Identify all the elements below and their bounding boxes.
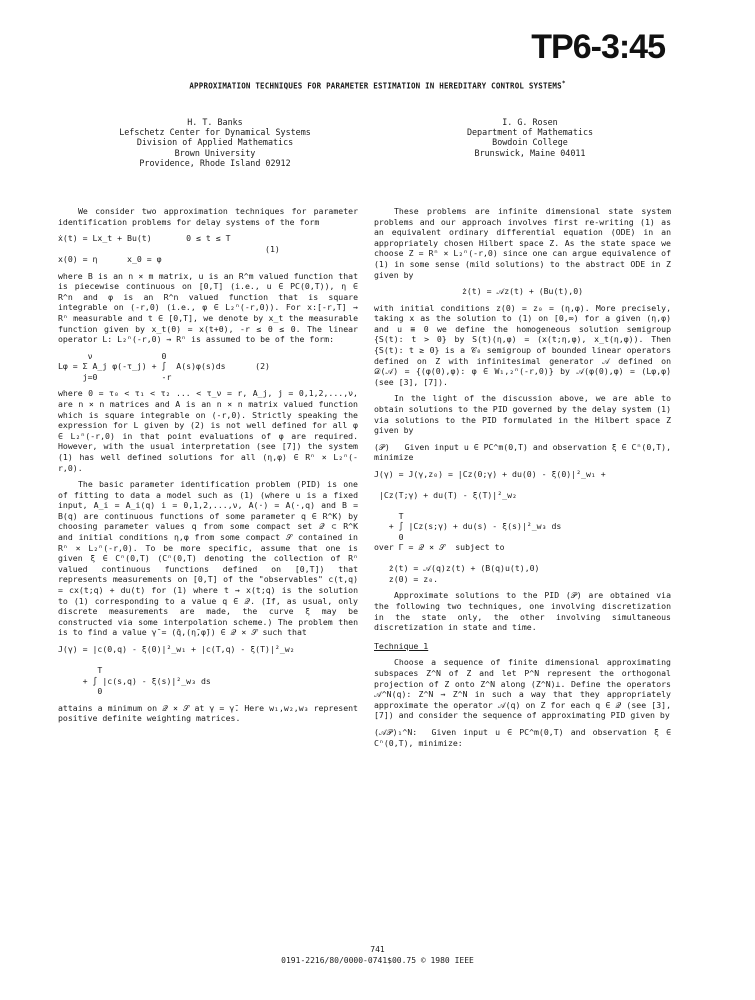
affiliation-line: Brunswick, Maine 04011 [474, 147, 586, 158]
paragraph: attains a minimum on 𝒬 × 𝒮 at γ = γ̄. Here w₁,w₂,w₃ represent positive definite weighting matrices. [58, 702, 358, 724]
page-number: 741 [370, 945, 385, 954]
problem-statement: (𝒫) Given input u ∈ PC^m(0,T) and observation ξ ∈ Cⁿ(0,T), minimize [374, 441, 671, 463]
section-heading: Technique 1 [374, 640, 429, 651]
author-banks [100, 117, 330, 168]
equation-2: ν 0 Lφ = Σ A_j φ(-τ_j) + ∫ A(s)φ(s)ds (2) j=0 -r [58, 350, 270, 382]
paragraph: with initial conditions z(0) = z₀ = (η,φ). More precisely, taking x as the solution to (1) on [0,∞) for a given (η,φ) and u ≡ 0 we define the homogeneous solution semigroup {S(t): t > 0} by S(t)(η,φ) = (x(t;η,φ), x_t(η,φ)). Then {S(t): t ≥ 0} is a 𝒞₀ semigroup of bounded linear operators defined on Z with infinitesimal generator 𝒜 defined on 𝒟(𝒜) = {(φ(0),φ): φ ∈ W₁,₂ⁿ(-r,0)} by 𝒜(φ(0),φ) = (Lφ,φ̇) (see [3], [7]). [374, 302, 671, 387]
affiliation-line: Bowdoin College [492, 137, 568, 148]
equation-abstract-ode: ż(t) = 𝒜z(t) + (Bu(t),0) [461, 286, 584, 297]
paragraph: Approximate solutions to the PID (𝒫) are obtained via the following two techniques, one involving discretization in the state only, the other involving simultaneous discretization in state and time. [374, 590, 671, 633]
copyright-line: 0191-2216/80/0000-0741$00.75 © 1980 IEEE [281, 956, 474, 965]
author-name: I. G. Rosen [502, 117, 558, 127]
author-rosen [400, 117, 660, 158]
paragraph: where B is an n × m matrix, u is an R^m valued function that is piecewise continuous on [0,T] (i.e., u ∈ PC(0,T)), η ∈ R^n and φ is an R^n valued function that is square integrable on (-r,0) (i.e., φ ∈ L₂ⁿ(-r,0)). For x:[-r,T] → Rⁿ measurable and t ∈ [0,T], we denote by x_t the measurable function given by x_t(θ) = x(t+θ), -r ≤ θ ≤ 0. The linear operator L: L₂ⁿ(-r,0) → Rⁿ is assumed to be of the form: [58, 270, 358, 345]
paper-title: APPROXIMATION TECHNIQUES FOR PARAMETER ESTIMATION IN HEREDITARY CONTROL SYSTEMS* [189, 80, 566, 91]
affiliation-line: Lefschetz Center for Dynamical Systems [119, 127, 311, 138]
problem-label: (𝒜𝒫)₁^N: [374, 727, 418, 737]
left-column [58, 206, 358, 724]
paragraph: The basic parameter identification problem (PID) is one of fitting to data a model such as (1) (where u is a fixed input, A_i = A_i(q) i = 0,1,2,...,ν, A(·) = A(·,q) and B = B(q) are continuous functions of some parameter q ∈ R^K) by choosing parameter values q from some compact set 𝒬 ⊂ R^K and initial conditions η,φ from some compact 𝒮 contained in Rⁿ × L₂ⁿ(-r,0). To be more specific, assume that one is given ξ ∈ Cⁿ(0,T) (Cⁿ(0,T) denoting the collection of Rⁿ valued continuous functions defined on [0,T]) that represents measurements on [0,T] of the "observables" c(t,q) = cx(t;q) + du(t) for (1) where t → x(t;q) is the solution to (1) corresponding to a value q ∈ 𝒬. (If, as usual, only discrete measurements are made, the curve ξ may be constructed via some interpolation scheme.) The problem then is to find a value γ̄ = (q̄,(η̄,φ̄)) ∈ 𝒬 × 𝒮 such that [58, 479, 358, 638]
equation-1: ẋ(t) = Lx_t + Bu(t) 0 ≤ t ≤ T (1) x(0) = η x_0 = φ [58, 233, 280, 265]
page-footer [0, 944, 755, 966]
affiliation-line: Division of Applied Mathematics [136, 137, 294, 148]
paragraph: We consider two approximation techniques for parameter identification problems for delay systems of the form [58, 206, 358, 227]
paragraph: Choose a sequence of finite dimensional approximating subspaces Z^N of Z and let P^N represent the orthogonal projection of Z onto Z^N along (Z^N)⊥. Define the operators 𝒜^N(q): Z^N → Z^N in such a way that they appropriately approximate the operator 𝒜(q) on Z for each q ∈ 𝒬 (see [3], [7]) and consider the sequence of approximating PID given by [374, 657, 671, 721]
paragraph: In the light of the discussion above, we are able to obtain solutions to the PID governed by the delay system (1) via solutions to the PID formulated in the Hilbert space Z given by [374, 393, 671, 436]
session-code: TP6-3:45 [531, 28, 665, 66]
affiliation-line: Brown University [174, 147, 256, 158]
paragraph: These problems are infinite dimensional state system problems and our approach involves first re-writing (1) as an equivalent ordinary differential equation (ODE) in an appropriately chosen Hilbert space Z. As the state space we choose Z = Rⁿ × L₂ⁿ(-r,0) since one can argue equivalence of (1) in some sense (mild solutions) to the abstract ODE in Z given by [374, 206, 671, 280]
problem-statement: (𝒜𝒫)₁^N: Given input u ∈ PC^m(0,T) and observation ξ ∈ Cⁿ(0,T), minimize: [374, 727, 671, 748]
title-footnote-mark: * [561, 80, 566, 87]
affiliation-line: Department of Mathematics [466, 127, 594, 138]
affiliation-line: Providence, Rhode Island 02912 [139, 157, 291, 168]
problem-label: (𝒫) [374, 441, 390, 452]
right-column [374, 206, 671, 748]
author-name: H. T. Banks [187, 117, 243, 127]
paragraph: where 0 = τ₀ < τ₁ < τ₂ ... < τ_ν = r, A_j, j = 0,1,2,...,ν, are n × n matrices and A is an n × n matrix valued function which is square integrable on (-r,0). Strictly speaking the expression for L given by (2) is not well defined for all φ ∈ L₂ⁿ(-r,0) in that point evaluations of φ are required. However, with the usual interpretation (see [7]) the system (1) has well defined solutions for all (η,φ) ∈ Rⁿ × L₂ⁿ(-r,0). [58, 388, 358, 473]
equation-hilbert-cost: J(γ) = J(γ,z₀) = |Cz(0;γ) + du(0) - ξ(0)|²_w₁ + |Cz(T;γ) + du(T) - ξ(T)|²_w₂ T + ∫ |Cz(s;γ) + du(s) - ξ(s)|²_w₃ ds 0 over Γ = 𝒬 × 𝒮 subject to ż(t) = 𝒜(q)z(t) + (B(q)u(t),0) z(0) = z₀. [374, 468, 606, 584]
equation-cost: J(γ) = |c(0,q) - ξ(0)|²_w₁ + |c(T,q) - ξ(T)|²_w₂ T + ∫ |c(s,q) - ξ(s)|²_w₃ ds 0 [58, 644, 295, 696]
